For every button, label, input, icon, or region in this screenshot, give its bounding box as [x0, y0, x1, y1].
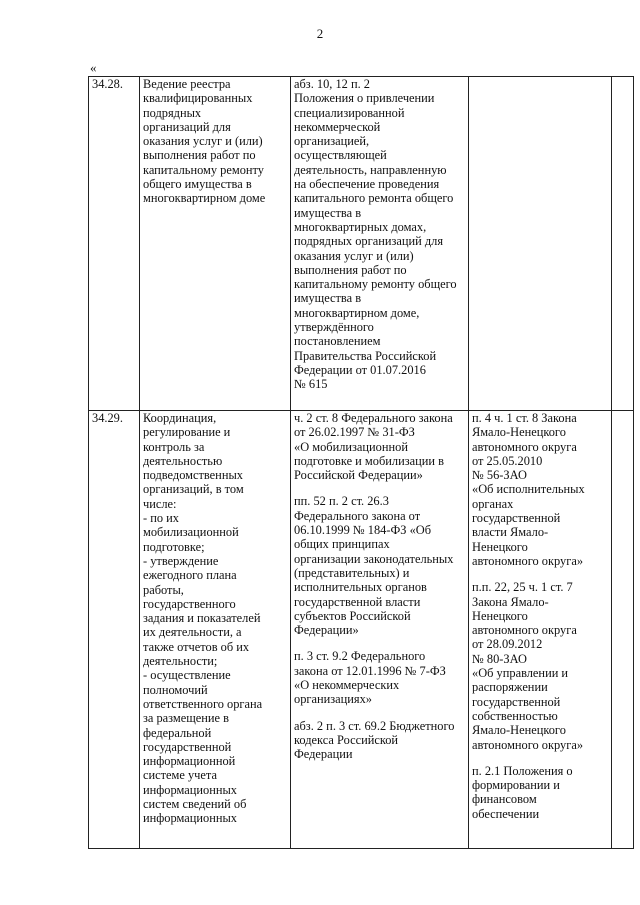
federal-basis-item: ч. 2 ст. 8 Федерального закона от 26.02.1997 № 31-ФЗ «О мобилизационной подготовке и мобилизации в Российской Федерации»	[294, 411, 453, 483]
federal-basis-item: абз. 10, 12 п. 2 Положения о привлечении специализированной некоммерческой организацией, осуществляющей деятельность, направленную на обеспечение проведения капитального ремонта общего имущества в многоквартирных домах, подрядных организаций для оказания услуг и (или) выполнения работ по капитальному ремонту общего имущества в многоквартирном доме, утверждённого постановлением Правительства Российской Федерации от 01.07.2016 № 615	[294, 77, 457, 392]
authority-name: Ведение реестра квалифицированных подрядных организаций для оказания услуг и (или) выполнения работ по капитальному ремонту общего имущества в многоквартирном доме	[140, 77, 291, 411]
table-row	[89, 411, 634, 849]
row-number: 34.28.	[89, 77, 140, 411]
regional-basis-cell	[469, 411, 612, 849]
authority-table	[88, 76, 634, 849]
federal-basis-item: п. 3 ст. 9.2 Федерального закона от 12.01.1996 № 7-ФЗ «О некоммерческих организациях»	[294, 649, 446, 707]
federal-basis-cell	[291, 411, 469, 849]
notes-cell	[612, 411, 634, 849]
page-number: 2	[316, 26, 324, 41]
notes-cell	[612, 77, 634, 411]
table-row	[89, 77, 634, 411]
row-number: 34.29.	[89, 411, 140, 849]
authority-name: Координация, регулирование и контроль за деятельностью подведомственных организаций, в том числе: - по их мобилизационной подготовке; - утверждение ежегодного плана работы, государственного задания и показателей их деятельности, а также отчетов об их деятельности; - осуществление полномочий ответственного органа за размещение в федеральной государственной информационной системе учета информационных систем сведений об информационных	[140, 411, 291, 849]
regional-basis-item: п. 4 ч. 1 ст. 8 Закона Ямало-Ненецкого автономного округа от 25.05.2010 № 56-ЗАО «Об исполнительных органах государственной власти Ямало- Ненецкого автономного округа»	[472, 411, 585, 568]
federal-basis-item: абз. 2 п. 3 ст. 69.2 Бюджетного кодекса Российской Федерации	[294, 718, 455, 762]
federal-basis-cell	[291, 77, 469, 411]
federal-basis-item: пп. 52 п. 2 ст. 26.3 Федерального закона от 06.10.1999 № 184-ФЗ «Об общих принципах организации законодательных (представительных) и исполнительных органов государственной власти субъектов Российской Федерации»	[294, 494, 454, 638]
regional-basis-item: п. 2.1 Положения о формировании и финансовом обеспечении	[472, 763, 573, 821]
regional-basis-cell	[469, 77, 612, 411]
opening-quote: «	[90, 60, 97, 75]
regional-basis-item: п.п. 22, 25 ч. 1 ст. 7 Закона Ямало- Ненецкого автономного округа от 28.09.2012 № 80-ЗАО «Об управлении и распоряжении государственной собственностью Ямало-Ненецкого автономного округа»	[472, 580, 584, 752]
